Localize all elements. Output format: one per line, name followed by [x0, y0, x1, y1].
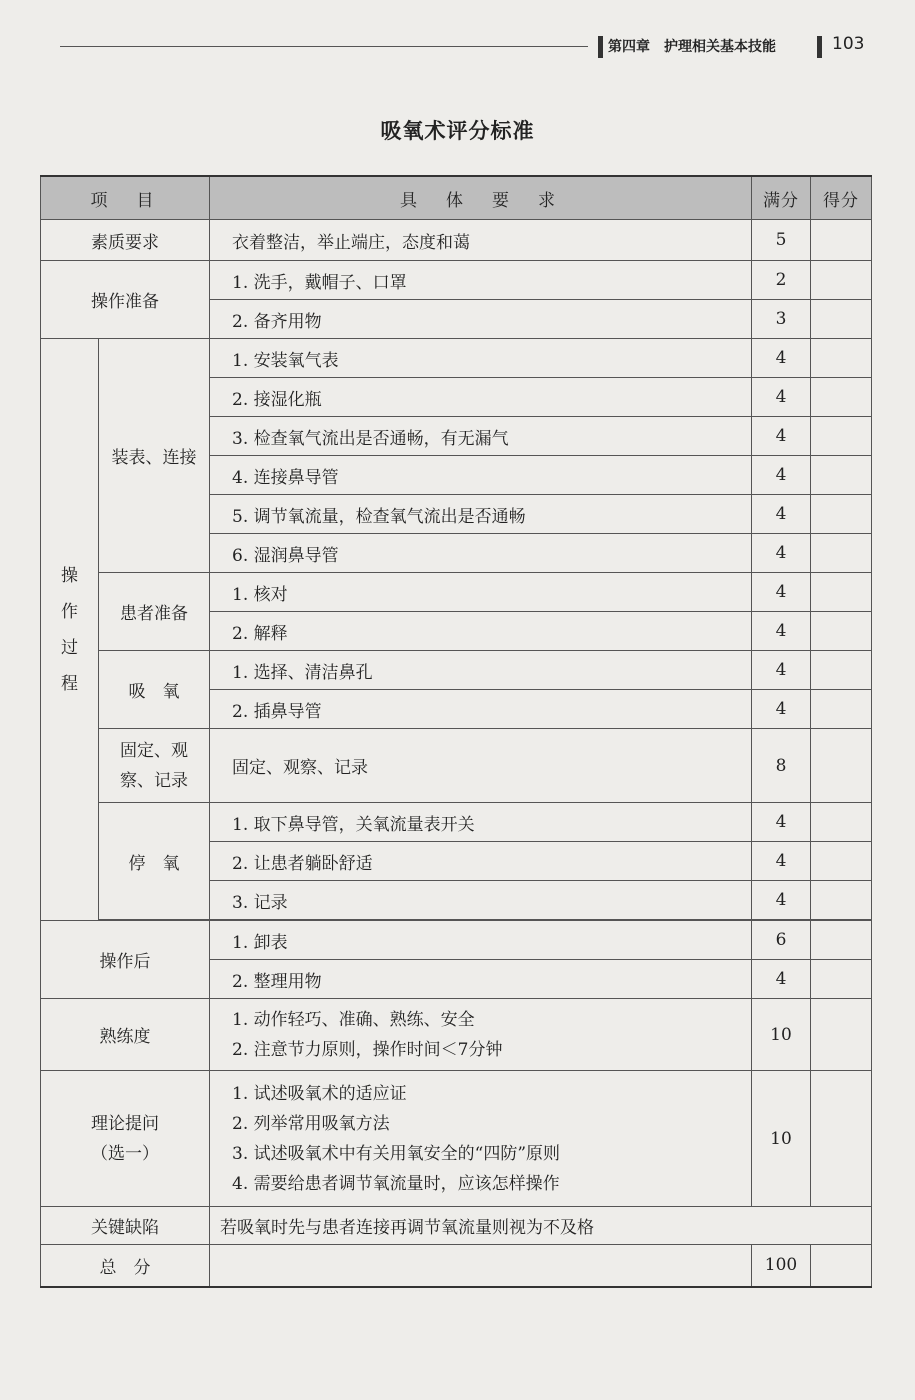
full-score-cell: 4	[752, 612, 811, 651]
score-cell	[811, 456, 872, 495]
full-score-cell: 4	[752, 803, 811, 842]
score-cell	[811, 960, 872, 999]
requirement-line: 1. 动作轻巧、准确、熟练、安全	[232, 1009, 475, 1030]
item-label-line: （选一）	[91, 1143, 159, 1164]
process-label-char: 过	[61, 637, 78, 658]
full-score-cell: 4	[752, 960, 811, 999]
requirement-cell: 固定、观察、记录	[210, 729, 752, 803]
requirement-cell: 2. 解释	[210, 612, 752, 651]
header-rule	[60, 46, 588, 47]
requirement-line: 2. 注意节力原则，操作时间＜7分钟	[232, 1039, 503, 1060]
score-cell	[811, 729, 872, 803]
full-score-cell: 100	[752, 1245, 811, 1287]
full-score-cell: 8	[752, 729, 811, 803]
score-cell	[811, 534, 872, 573]
scoring-table	[40, 175, 872, 1288]
full-score-cell: 5	[752, 220, 811, 261]
requirement-cell: 1. 核对	[210, 573, 752, 612]
item-label: 总 分	[41, 1245, 210, 1287]
table-row	[41, 261, 872, 300]
score-cell	[811, 999, 872, 1071]
requirement-cell: 4. 连接鼻导管	[210, 456, 752, 495]
full-score-cell: 4	[752, 881, 811, 920]
requirement-cell: 1. 选择、清洁鼻孔	[210, 651, 752, 690]
requirement-cell: 3. 记录	[210, 881, 752, 920]
header-marker-right	[817, 36, 822, 58]
table-row	[41, 1071, 872, 1207]
process-label	[41, 339, 99, 921]
score-cell	[811, 417, 872, 456]
score-cell	[811, 573, 872, 612]
full-score-cell: 4	[752, 842, 811, 881]
full-score-cell: 2	[752, 261, 811, 300]
column-header-requirement: 具 体 要 求	[210, 176, 752, 220]
item-label	[41, 1071, 210, 1207]
requirement-cell: 1. 卸表	[210, 921, 752, 960]
full-score-cell: 6	[752, 921, 811, 960]
defect-cell: 若吸氧时先与患者连接再调节氧流量则视为不及格	[210, 1207, 872, 1245]
table-row	[41, 651, 872, 690]
score-cell	[811, 261, 872, 300]
score-cell	[811, 612, 872, 651]
score-cell	[811, 842, 872, 881]
requirement-line: 1. 试述吸氧术的适应证	[232, 1083, 407, 1104]
table-row	[41, 1245, 872, 1287]
requirement-cell: 衣着整洁，举止端庄，态度和蔼	[210, 220, 752, 261]
table-row	[41, 1207, 872, 1245]
item-label: 操作准备	[41, 261, 210, 339]
full-score-cell: 10	[752, 999, 811, 1071]
full-score-cell: 4	[752, 495, 811, 534]
page-header	[60, 30, 875, 62]
requirement-cell	[210, 999, 752, 1071]
full-score-cell: 4	[752, 651, 811, 690]
requirement-cell: 6. 湿润鼻导管	[210, 534, 752, 573]
requirement-cell: 5. 调节氧流量，检查氧气流出是否通畅	[210, 495, 752, 534]
requirement-cell: 1. 洗手，戴帽子、口罩	[210, 261, 752, 300]
score-cell	[811, 220, 872, 261]
full-score-cell: 4	[752, 339, 811, 378]
score-cell	[811, 921, 872, 960]
table-row	[41, 573, 872, 612]
chapter-title: 第四章 护理相关基本技能	[608, 39, 776, 55]
requirement-cell: 2. 让患者躺卧舒适	[210, 842, 752, 881]
column-header-item: 项 目	[41, 176, 210, 220]
item-label: 熟练度	[41, 999, 210, 1071]
table-row	[41, 220, 872, 261]
process-label-char: 程	[61, 673, 78, 694]
full-score-cell: 4	[752, 417, 811, 456]
page-number: 103	[832, 34, 865, 54]
requirement-line: 3. 试述吸氧术中有关用氧安全的“四防”原则	[232, 1143, 561, 1164]
score-cell	[811, 300, 872, 339]
score-cell	[811, 1245, 872, 1287]
item-label: 素质要求	[41, 220, 210, 261]
column-header-score: 得分	[811, 176, 872, 220]
full-score-cell: 4	[752, 573, 811, 612]
score-cell	[811, 1071, 872, 1207]
sub-item-label	[99, 729, 210, 803]
table-header-row	[41, 176, 872, 220]
process-label-char: 作	[61, 601, 78, 622]
table-row	[41, 999, 872, 1071]
score-cell	[811, 339, 872, 378]
full-score-cell: 4	[752, 456, 811, 495]
requirement-cell: 2. 备齐用物	[210, 300, 752, 339]
table-row	[41, 803, 872, 842]
sub-item-label: 吸 氧	[99, 651, 210, 729]
score-cell	[811, 690, 872, 729]
score-cell	[811, 651, 872, 690]
table-row	[41, 729, 872, 803]
requirement-cell: 2. 接湿化瓶	[210, 378, 752, 417]
table-row	[41, 339, 872, 378]
document-title: 吸氧术评分标准	[380, 119, 535, 143]
score-cell	[811, 803, 872, 842]
sub-item-label: 停 氧	[99, 803, 210, 920]
full-score-cell: 3	[752, 300, 811, 339]
column-header-full-score: 满分	[752, 176, 811, 220]
item-label-line: 理论提问	[91, 1113, 159, 1134]
sub-item-label: 患者准备	[99, 573, 210, 651]
requirement-cell: 1. 安装氧气表	[210, 339, 752, 378]
score-cell	[811, 378, 872, 417]
requirement-cell: 1. 取下鼻导管，关氧流量表开关	[210, 803, 752, 842]
sub-item-label: 装表、连接	[99, 339, 210, 573]
requirement-cell: 2. 整理用物	[210, 960, 752, 999]
table-row	[41, 921, 872, 960]
requirement-cell: 2. 插鼻导管	[210, 690, 752, 729]
requirement-line: 4. 需要给患者调节氧流量时，应该怎样操作	[232, 1173, 560, 1194]
requirement-cell	[210, 1245, 752, 1287]
item-label: 操作后	[41, 921, 210, 999]
header-marker-left	[598, 36, 603, 58]
full-score-cell: 10	[752, 1071, 811, 1207]
full-score-cell: 4	[752, 534, 811, 573]
full-score-cell: 4	[752, 690, 811, 729]
score-cell	[811, 881, 872, 920]
item-label: 关键缺陷	[41, 1207, 210, 1245]
requirement-line: 2. 列举常用吸氧方法	[232, 1113, 390, 1134]
score-cell	[811, 495, 872, 534]
requirement-cell: 3. 检查氧气流出是否通畅，有无漏气	[210, 417, 752, 456]
sub-item-label-line: 固定、观	[120, 740, 188, 761]
full-score-cell: 4	[752, 378, 811, 417]
sub-item-label-line: 察、记录	[120, 770, 188, 791]
requirement-cell	[210, 1071, 752, 1207]
process-label-char: 操	[61, 565, 78, 586]
